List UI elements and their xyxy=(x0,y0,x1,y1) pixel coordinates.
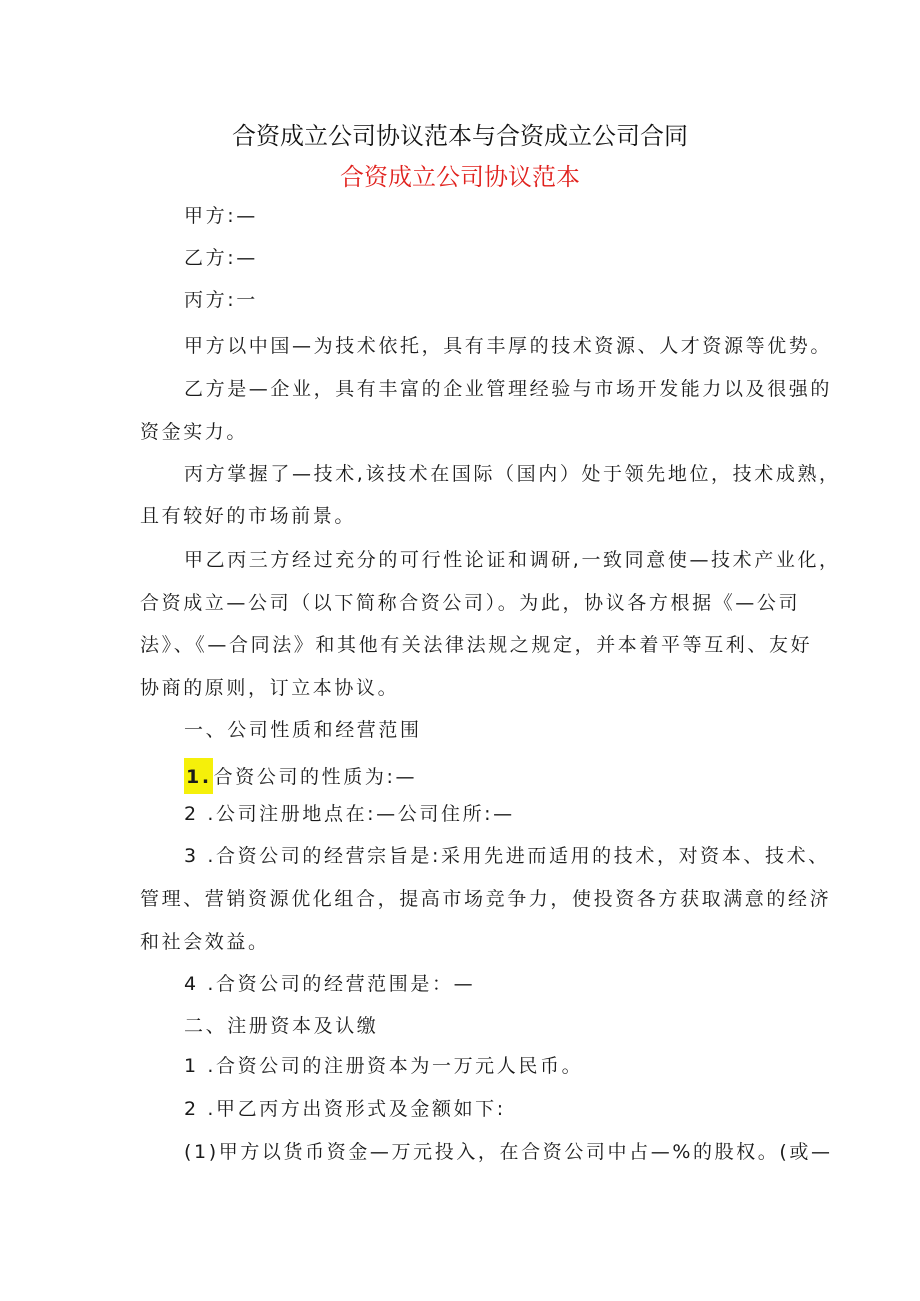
document-subtitle: 合资成立公司协议范本 xyxy=(340,163,580,191)
paragraph-line: 合资成立—公司（以下简称合资公司）。为此，协议各方根据《—公司 xyxy=(140,592,801,614)
party-c-line: 丙方:一 xyxy=(184,289,258,311)
clause-line: 4 .合资公司的经营范围是：— xyxy=(184,973,476,995)
clause-line xyxy=(184,758,834,794)
section-heading: 二、注册资本及认缴 xyxy=(184,1015,379,1037)
paragraph-line: 资金实力。 xyxy=(140,421,249,443)
paragraph-line: 丙方掌握了—技术,该技术在国际（国内）处于领先地位，技术成熟， xyxy=(184,463,841,485)
clause-text: 合资公司的性质为:— xyxy=(213,766,418,788)
clause-line: 1 .合资公司的注册资本为一万元人民币。 xyxy=(184,1055,584,1077)
paragraph-line: 和社会效益。 xyxy=(140,931,270,953)
paragraph-line: 法》、《—合同法》和其他有关法律法规之规定，并本着平等互利、友好 xyxy=(140,634,813,656)
paragraph-line: 甲方以中国—为技术依托，具有丰厚的技术资源、人才资源等优势。 xyxy=(184,335,833,357)
highlighted-number: 1. xyxy=(184,758,213,794)
paragraph-line: 甲乙丙三方经过充分的可行性论证和调研,一致同意使—技术产业化， xyxy=(184,549,841,571)
document-title: 合资成立公司协议范本与合资成立公司合同 xyxy=(232,122,688,150)
party-a-line: 甲方:— xyxy=(184,205,258,227)
paragraph-line: 管理、营销资源优化组合，提高市场竞争力，使投资各方获取满意的经济 xyxy=(140,888,832,910)
paragraph-line: 且有较好的市场前景。 xyxy=(140,505,357,527)
party-b-line: 乙方:— xyxy=(184,247,258,269)
clause-line: 2 .公司注册地点在:—公司住所:— xyxy=(184,803,515,825)
clause-line: 2 .甲乙丙方出资形式及金额如下: xyxy=(184,1098,506,1120)
clause-line: 3 .合资公司的经营宗旨是:采用先进而适用的技术，对资本、技术、 xyxy=(184,845,830,867)
section-heading: 一、公司性质和经营范围 xyxy=(184,719,422,741)
clause-line: (1)甲方以货币资金—万元投入，在合资公司中占—%的股权。(或— xyxy=(184,1141,833,1163)
paragraph-line: 协商的原则，订立本协议。 xyxy=(140,677,400,699)
paragraph-line: 乙方是—企业，具有丰富的企业管理经验与市场开发能力以及很强的 xyxy=(184,378,833,400)
